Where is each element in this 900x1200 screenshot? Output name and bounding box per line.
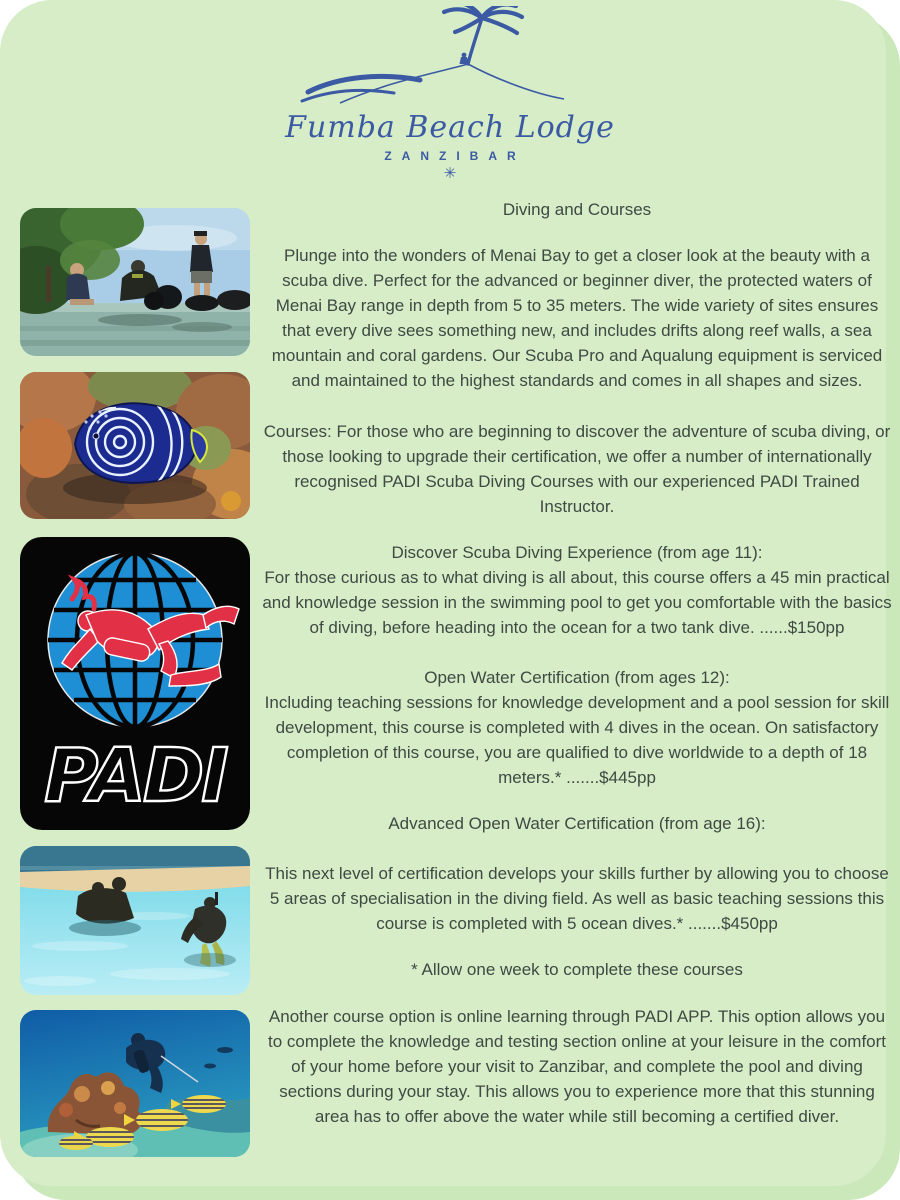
- lodge-subtitle: ZANZIBAR: [384, 149, 526, 163]
- course-heading: Open Water Certification (from ages 12):: [424, 668, 730, 687]
- course-advanced-body: This next level of certification develops your skills further by allowing you to choose 5 areas of specialisation in the diving field. As well as basic teaching sessions this course is completed with 5 ocean dives.* .......$450pp: [265, 864, 889, 933]
- course-discover-scuba: [260, 540, 894, 640]
- logo-ornament-icon: ✳: [443, 165, 457, 182]
- photo-reef-diver: [20, 1010, 250, 1157]
- course-advanced-heading: Advanced Open Water Certification (from age 16):: [388, 814, 766, 833]
- photo-emperor-angelfish: [20, 372, 250, 519]
- page-title: Diving and Courses: [502, 200, 652, 219]
- padi-app-paragraph: Another course option is online learning through PADI APP. This option allows you to complete the knowledge and testing section online at your leisure in the comfort of your home before your visit to Zanzibar, and complete the pool and diving sections during your stay. This allows you to experience more that this stunning area has to offer above the water while still becoming a certified diver.: [267, 1007, 887, 1126]
- photo-divers-lagoon: [20, 846, 250, 995]
- padi-wordmark: PADI: [44, 733, 226, 819]
- intro-paragraph: Plunge into the wonders of Menai Bay to get a closer look at the beauty with a scuba dive. Perfect for the advanced or beginner diver, the protected waters of Menai Bay range in depth from 5 to 35 meters. The wide variety of sites ensures that every dive sees something new, and includes drifts along reef walls, a sea mountain and coral gardens. Our Scuba Pro and Aqualung equipment is serviced and maintained to the highest standards and comes in all shapes and sizes.: [271, 246, 883, 390]
- photo-divers-poolside: [20, 208, 250, 356]
- lodge-name: Fumba Beach Lodge: [285, 110, 615, 145]
- article-column: [260, 0, 894, 1129]
- courses-intro-paragraph: Courses: For those who are beginning to discover the adventure of scuba diving, or those looking to upgrade their certification, we offer a number of internationally recognised PADI Scuba Diving Courses with our experienced PADI Trained Instructor.: [263, 422, 891, 516]
- course-body: Including teaching sessions for knowledge development and a pool session for skill development, this course is completed with 4 dives in the ocean. On satisfactory completion of this course, you are qualified to dive worldwide to a depth of 18 meters.* .......$445pp: [264, 693, 890, 787]
- course-duration-note: * Allow one week to complete these courses: [411, 960, 743, 979]
- course-body: For those curious as to what diving is all about, this course offers a 45 min practical and knowledge session in the swimming pool to get you comfortable with the basics of diving, before heading into the ocean for a two tank dive. ......$150pp: [262, 568, 892, 637]
- course-open-water: [260, 665, 894, 790]
- course-heading: Discover Scuba Diving Experience (from age 11):: [391, 543, 763, 562]
- padi-logo: [20, 537, 250, 830]
